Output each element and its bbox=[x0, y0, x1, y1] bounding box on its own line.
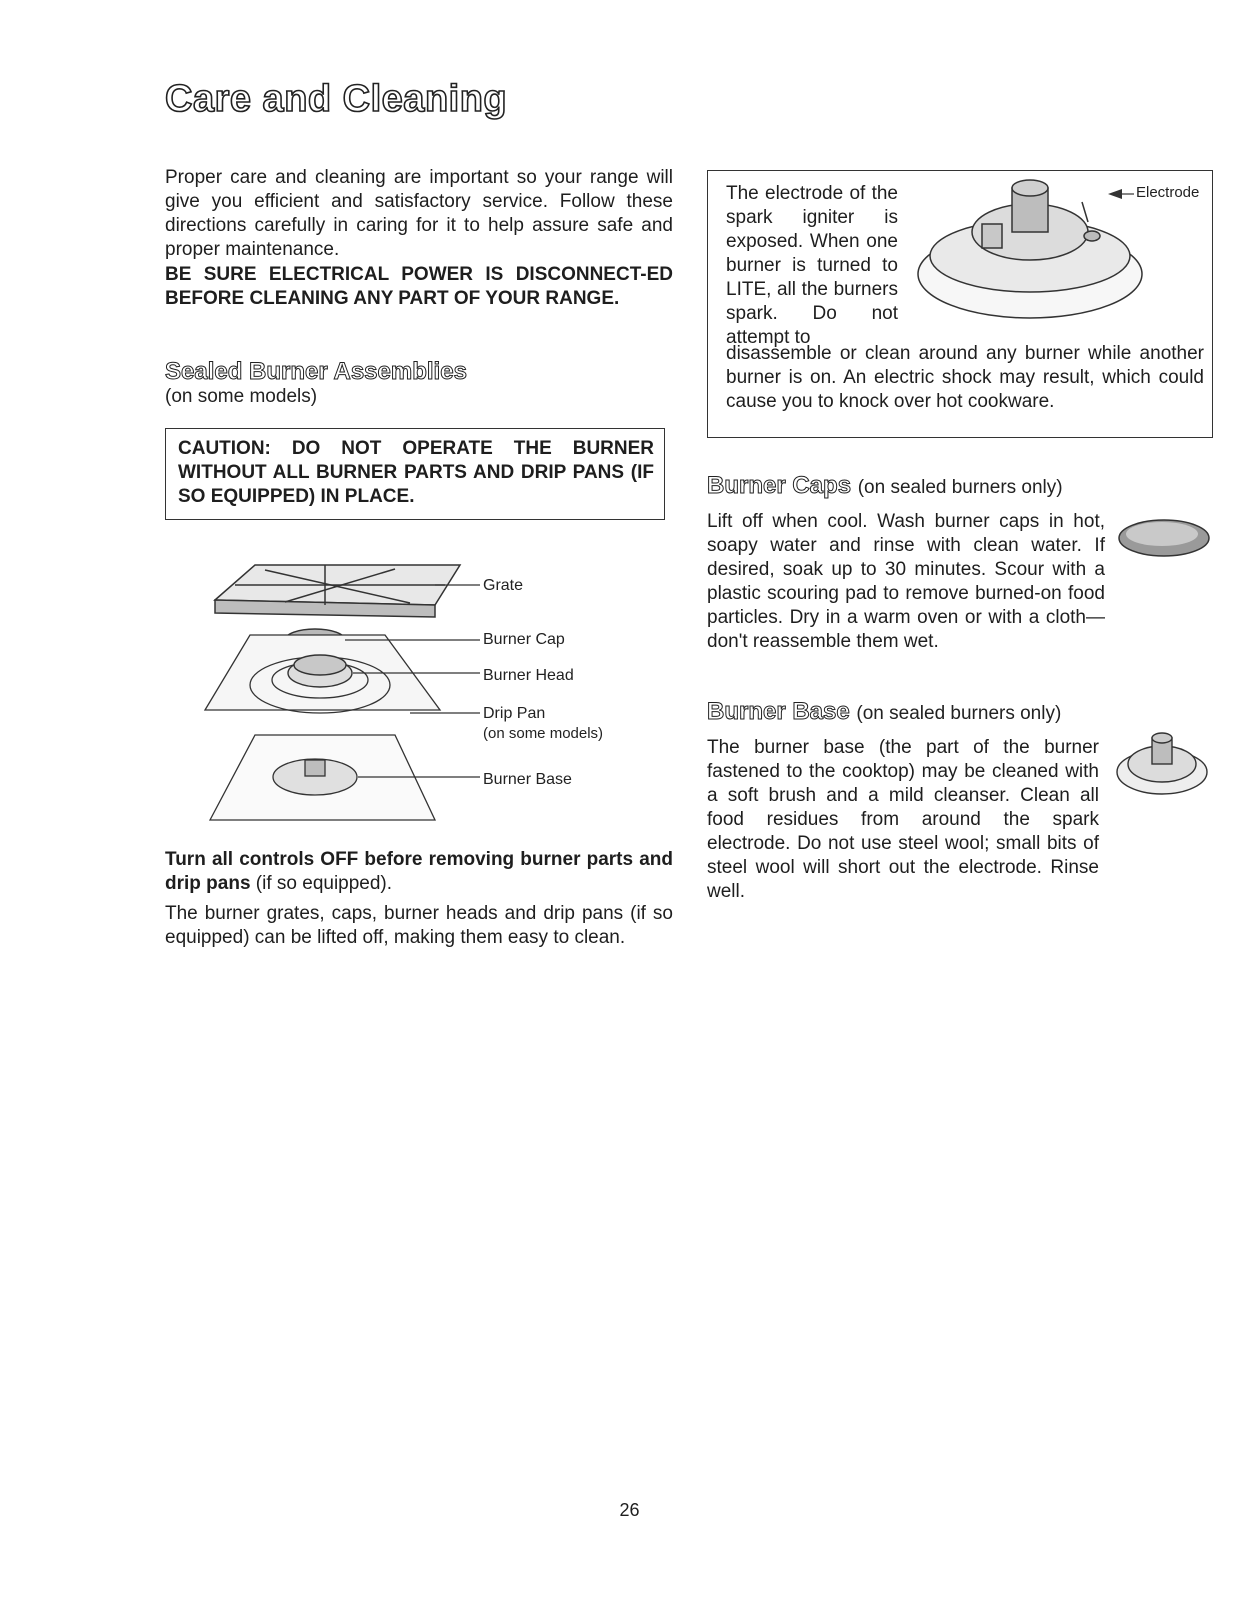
sealed-burner-heading-text: Sealed Burner Assemblies bbox=[165, 358, 467, 385]
burner-base-paragraph: The burner base (the part of the burner fastened to the cooktop) may be cleaned with a soft brush and a mild cleanser. Clean all food residues from around the spark electrode. Do not use steel wool; small bits of steel wool will short out the electrode. Rinse well. bbox=[707, 737, 1099, 902]
label-electrode: Electrode bbox=[1136, 184, 1200, 201]
page-number: 26 bbox=[619, 1500, 640, 1520]
label-burner-head: Burner Head bbox=[483, 667, 574, 684]
burner-cap-icon bbox=[1114, 514, 1214, 562]
label-drip-pan: Drip Pan bbox=[483, 705, 546, 722]
burner-base-heading-text: Burner Base bbox=[707, 698, 850, 725]
burner-head-illustration bbox=[288, 655, 352, 687]
electrode-arrow-icon bbox=[1108, 189, 1122, 199]
turn-off-instruction bbox=[165, 848, 673, 896]
page-title: Care and Cleaning bbox=[165, 78, 508, 120]
label-burner-base: Burner Base bbox=[483, 771, 572, 788]
burner-base-icon bbox=[1112, 724, 1212, 804]
caution-box: CAUTION: DO NOT OPERATE THE BURNER WITHOUT ALL BURNER PARTS AND DRIP PANS (IF SO EQUIPPED) IN PLACE. bbox=[165, 428, 665, 520]
intro-paragraph: Proper care and cleaning are important so your range will give you efficient and satisfactory service. Follow these directions carefully in caring for it to help assure safe and proper maintenance. bbox=[165, 167, 673, 260]
burner-base-heading bbox=[707, 698, 1061, 726]
electrode-text-full: disassemble or clean around any burner while another burner is on. An electric shock may result, which could cause you to knock over hot cookware. bbox=[726, 343, 1204, 412]
turn-off-rest: (if so equipped). bbox=[250, 873, 393, 894]
sealed-burner-sub: (on some models) bbox=[165, 386, 318, 407]
electrode-illustration bbox=[912, 174, 1152, 324]
label-grate: Grate bbox=[483, 577, 524, 594]
burner-exploded-diagram bbox=[195, 555, 485, 835]
turn-off-bold: Turn all controls OFF before removing burner parts and drip pans bbox=[165, 849, 673, 894]
burner-caps-paragraph: Lift off when cool. Wash burner caps in hot, soapy water and rinse with clean water. If desired, soak up to 30 minutes. Scour with a plastic scouring pad to remove burned-on food particles. Dry in a warm oven or with a cloth—don't reassemble them wet. bbox=[707, 511, 1105, 652]
grate-illustration bbox=[215, 565, 460, 617]
lift-off-paragraph: The burner grates, caps, burner heads and drip pans (if so equipped) can be lifted off, making them easy to clean. bbox=[165, 903, 673, 948]
burner-caps-heading-text: Burner Caps bbox=[707, 472, 852, 499]
burner-base-sub: (on sealed burners only) bbox=[856, 703, 1062, 724]
burner-caps-heading bbox=[707, 472, 1063, 500]
burner-caps-sub: (on sealed burners only) bbox=[857, 477, 1063, 498]
sealed-burner-heading bbox=[165, 358, 467, 386]
label-burner-cap: Burner Cap bbox=[483, 631, 565, 648]
label-drip-pan-note: (on some models) bbox=[483, 725, 604, 742]
power-warning: BE SURE ELECTRICAL POWER IS DISCONNECT-ED BEFORE CLEANING ANY PART OF YOUR RANGE. bbox=[165, 264, 673, 309]
electrode-text-side: The electrode of the spark igniter is exposed. When one burner is turned to LITE, all the burners spark. Do not attempt to bbox=[726, 183, 898, 348]
